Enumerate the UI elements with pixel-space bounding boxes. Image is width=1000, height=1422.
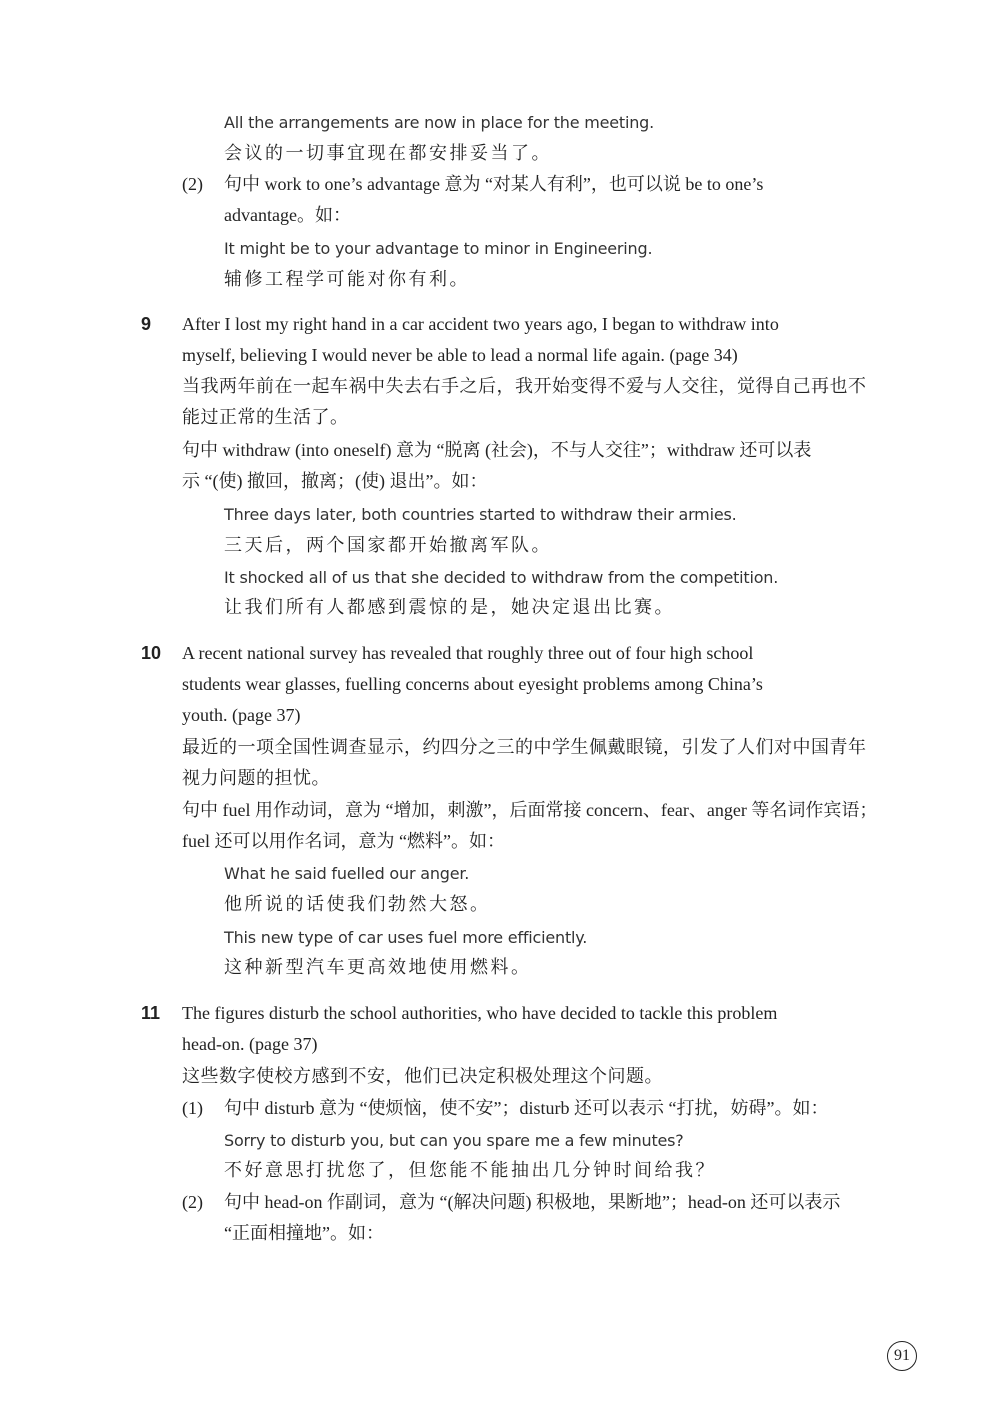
example-chinese: 不好意思打扰您了，但您能不能抽出几分钟时间给我？ <box>224 1160 716 1180</box>
note-line: fuel 还可以用作名词，意为 “燃料”。如： <box>182 831 505 851</box>
example-chinese: 让我们所有人都感到震惊的是，她决定退出比赛。 <box>224 597 675 617</box>
item-translation: 最近的一项全国性调查显示，约四分之三的中学生佩戴眼镜，引发了人们对中国青年 <box>182 737 867 757</box>
item-sentence: After I lost my right hand in a car accident two years ago, I began to withdraw into <box>182 314 779 334</box>
item-translation: 这些数字使校方感到不安，他们已决定积极处理这个问题。 <box>182 1066 663 1086</box>
item-translation: 视力问题的担忧。 <box>182 768 330 788</box>
example-chinese: 会议的一切事宜现在都安排妥当了。 <box>224 143 552 163</box>
example-english: What he said fuelled our anger. <box>224 864 470 883</box>
item-sentence: head-on. (page 37) <box>182 1034 318 1054</box>
item-sentence: A recent national survey has revealed that roughly three out of four high school <box>182 643 754 663</box>
note-line: 示 “(使) 撤回，撤离；(使) 退出”。如： <box>182 471 488 491</box>
item-translation: 当我两年前在一起车祸中失去右手之后，我开始变得不爱与人交往，觉得自己再也不 <box>182 376 867 396</box>
item-translation: 能过正常的生活了。 <box>182 407 349 427</box>
sub-label: (1) <box>182 1098 203 1118</box>
item-sentence: students wear glasses, fuelling concerns about eyesight problems among China’s <box>182 674 763 694</box>
item-sentence: youth. (page 37) <box>182 705 301 725</box>
sub-label: (2) <box>182 1192 203 1212</box>
example-english: All the arrangements are now in place for the meeting. <box>224 113 655 132</box>
item-number: 11 <box>141 1003 161 1023</box>
example-english: It shocked all of us that she decided to withdraw from the competition. <box>224 568 779 587</box>
example-english: Sorry to disturb you, but can you spare me a few minutes? <box>224 1131 684 1150</box>
item-number: 10 <box>141 643 162 663</box>
item-number: 9 <box>141 314 152 334</box>
note-line: 句中 fuel 用作动词，意为 “增加，刺激”，后面常接 concern、fear、anger 等名词作宾语； <box>182 800 878 820</box>
example-english: This new type of car uses fuel more efficiently. <box>224 928 588 947</box>
note-line: “正面相撞地”。如： <box>224 1223 384 1243</box>
example-chinese: 三天后，两个国家都开始撤离军队。 <box>224 535 552 555</box>
example-english: It might be to your advantage to minor in Engineering. <box>224 239 653 258</box>
note-line: advantage。如： <box>224 205 351 225</box>
note-line: 句中 disturb 意为 “使烦恼，使不安”；disturb 还可以表示 “打扰，妨碍”。如： <box>224 1098 829 1118</box>
example-chinese: 他所说的话使我们勃然大怒。 <box>224 894 491 914</box>
sub-label: (2) <box>182 174 203 194</box>
item-sentence: The figures disturb the school authorities, who have decided to tackle this problem <box>182 1003 778 1023</box>
item-sentence: myself, believing I would never be able to lead a normal life again. (page 34) <box>182 345 738 365</box>
note-line: 句中 withdraw (into oneself) 意为 “脱离 (社会)，不与人交往”；withdraw 还可以表 <box>182 440 812 460</box>
example-chinese: 这种新型汽车更高效地使用燃料。 <box>224 957 532 977</box>
example-english: Three days later, both countries started to withdraw their armies. <box>224 505 737 524</box>
example-chinese: 辅修工程学可能对你有利。 <box>224 269 470 289</box>
page-number: 91 <box>887 1341 917 1371</box>
note-line: 句中 work to one’s advantage 意为 “对某人有利”，也可以说 be to one’s <box>224 174 764 194</box>
note-line: 句中 head-on 作副词，意为 “(解决问题) 积极地，果断地”；head-on 还可以表示 <box>224 1192 841 1212</box>
